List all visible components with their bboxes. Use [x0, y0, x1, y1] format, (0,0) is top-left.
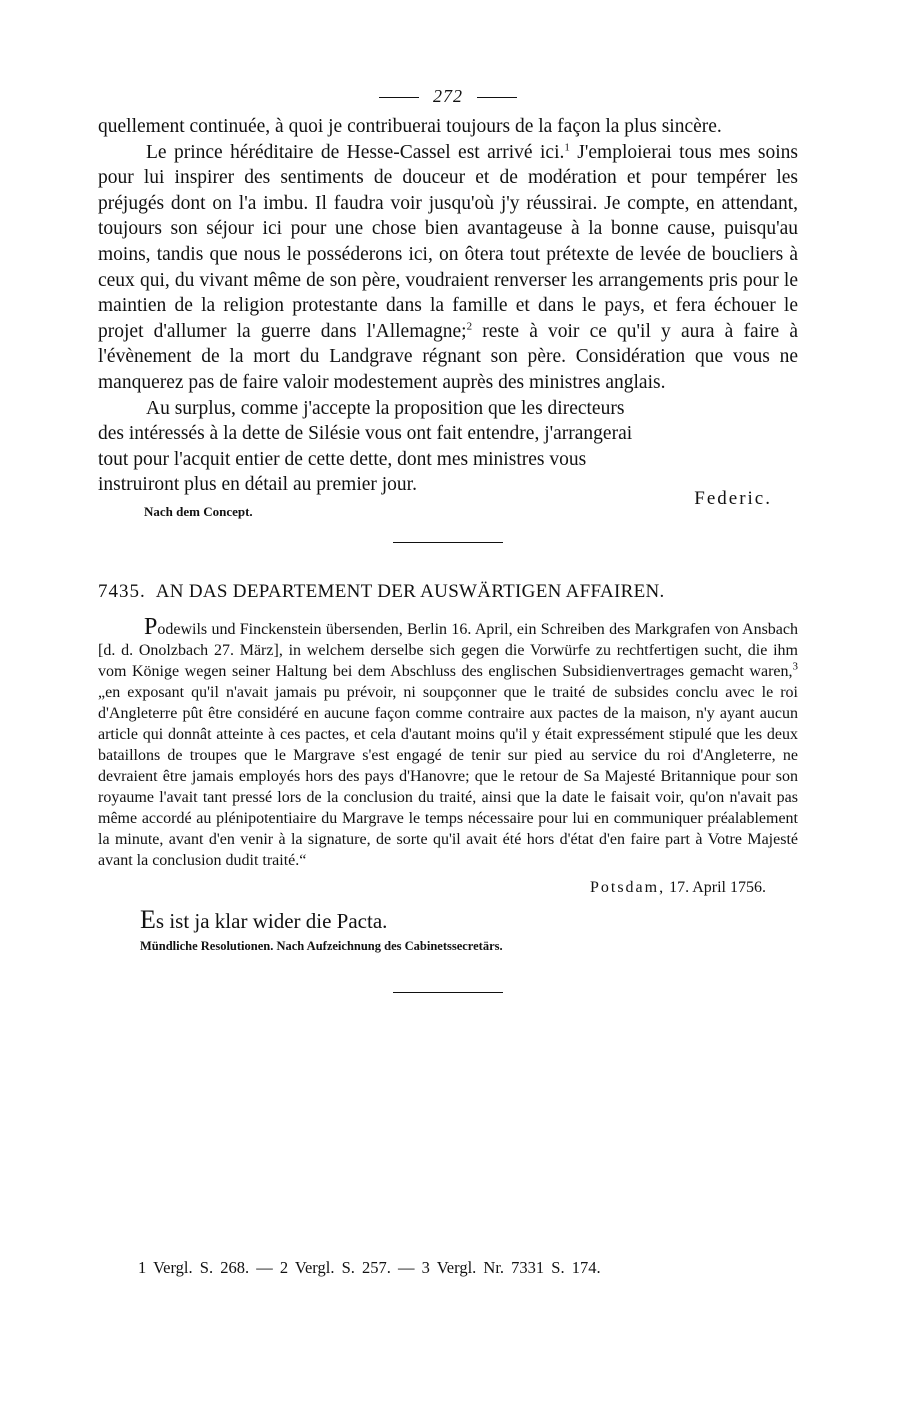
- page-body: [98, 78, 798, 993]
- letter-source-note: Nach dem Concept.: [144, 503, 253, 519]
- header-rule-left: [379, 97, 419, 98]
- letter-paragraph-2: Le prince héréditaire de Hesse-Cassel est arrivé ici.$^1$ J'emploierai tous mes soins pour lui inspirer des sentiments de douceur et de modération et pour tempérer les préjugés dont on l'a imbu. Il faudra voir jusqu'où j'y réussirai. Je compte, en attendant, toujours son séjour ici pour une chose bien avantageuse à la bonne cause, puisqu'au moins, tandis que nous le posséderons ici, on ôtera tout prétexte de levée de boucliers à ceux qui, du vivant même de son père, voudraient renverser les arrangements pris pour le maintien de la religion protestante dans la famille et dans le pays, et fera échouer le projet d'allumer la guerre dans l'Allemagne;$^2$ reste à voir ce qu'il y aura à faire à l'évènement de la mort du Landgrave régnant son père. Considération que vous ne manquerez pas de faire valoir modestement auprès des ministres anglais.: [98, 141, 798, 393]
- document-summary: Podewils und Finckenstein übersenden, Berlin 16. April, ein Schreiben des Markgrafen von Ansbach [d. d. Onolzbach 27. März], in welchem derselbe sich gegen die Vorwürfe zu rechtfertigen sucht, die ihm vom Könige wegen seiner Haltung bei dem Abschluss des englischen Subsidienvertrages gemacht waren,$^3$ „en exposant qu'il n'avait jamais pu prévoir, ni soupçonner que le traité de subsides conclu avec le roi d'Angleterre pût être considéré en aucune façon comme contraire aux pactes de la maison, n'y ayant aucun article qui donnât atteinte à ces pactes, et cela d'autant moins qu'il y était expressément stipulé que les deux bataillons de troupes que le Margrave s'est engagé de tenir sur pied au service du roi d'Angleterre, ne devraient être jamais employés hors des pays d'Hanovre; que le retour de Sa Majesté Britannique pour son royaume l'avait tant pressé lors de la conclusion du traité, ainsi que la date le faisait voir, qu'on n'avait pas même accordé au plénipotentiaire du Margrave le temps nécessaire pour lui en communiquer préalablement la minute, avant d'en venir à la signature, de sorte qu'il avait été hors d'état d'en faire part à Votre Majesté avant la conclusion dudit traité.“: [98, 613, 798, 869]
- footnote-ref-2: 2: [466, 320, 473, 333]
- section-divider: [393, 542, 503, 543]
- document-title: AN DAS DEPARTEMENT DER AUSWÄRTIGEN AFFAIREN.: [155, 580, 665, 602]
- resolution-text: Es ist ja klar wider die Pacta.: [140, 904, 388, 934]
- footnotes: 1 Vergl. S. 268. — 2 Vergl. S. 257. — 3 Vergl. Nr. 7331 S. 174.: [138, 1258, 601, 1277]
- signature: Federic.: [694, 487, 772, 509]
- resolution-source-note: Mündliche Resolutionen. Nach Aufzeichnung des Cabinetssecretärs.: [140, 938, 503, 953]
- header-rule-right: [477, 97, 517, 98]
- footnote-ref-1: 1: [564, 141, 570, 154]
- footnote-ref-3: 3: [792, 660, 798, 673]
- page-number: 272: [433, 86, 463, 106]
- document-number: 7435.: [98, 580, 146, 602]
- letter-closing: [98, 396, 798, 509]
- document-heading: [98, 581, 798, 603]
- letter-paragraph-1: quellement continuée, à quoi je contribuerai toujours de la façon la plus sincère.: [98, 116, 722, 137]
- page-header: [98, 78, 798, 114]
- footnote-divider: [393, 992, 503, 993]
- dateline: Potsdam, 17. April 1756.: [589, 878, 766, 896]
- letter-paragraph-3: Au surplus, comme j'accepte la proposition que les directeurs des intéressés à la dette de Silésie vous ont fait entendre, j'arrangerai tout pour l'acquit entier de cette dette, dont mes ministres vous instruiront plus en détail au premier jour.: [98, 397, 633, 496]
